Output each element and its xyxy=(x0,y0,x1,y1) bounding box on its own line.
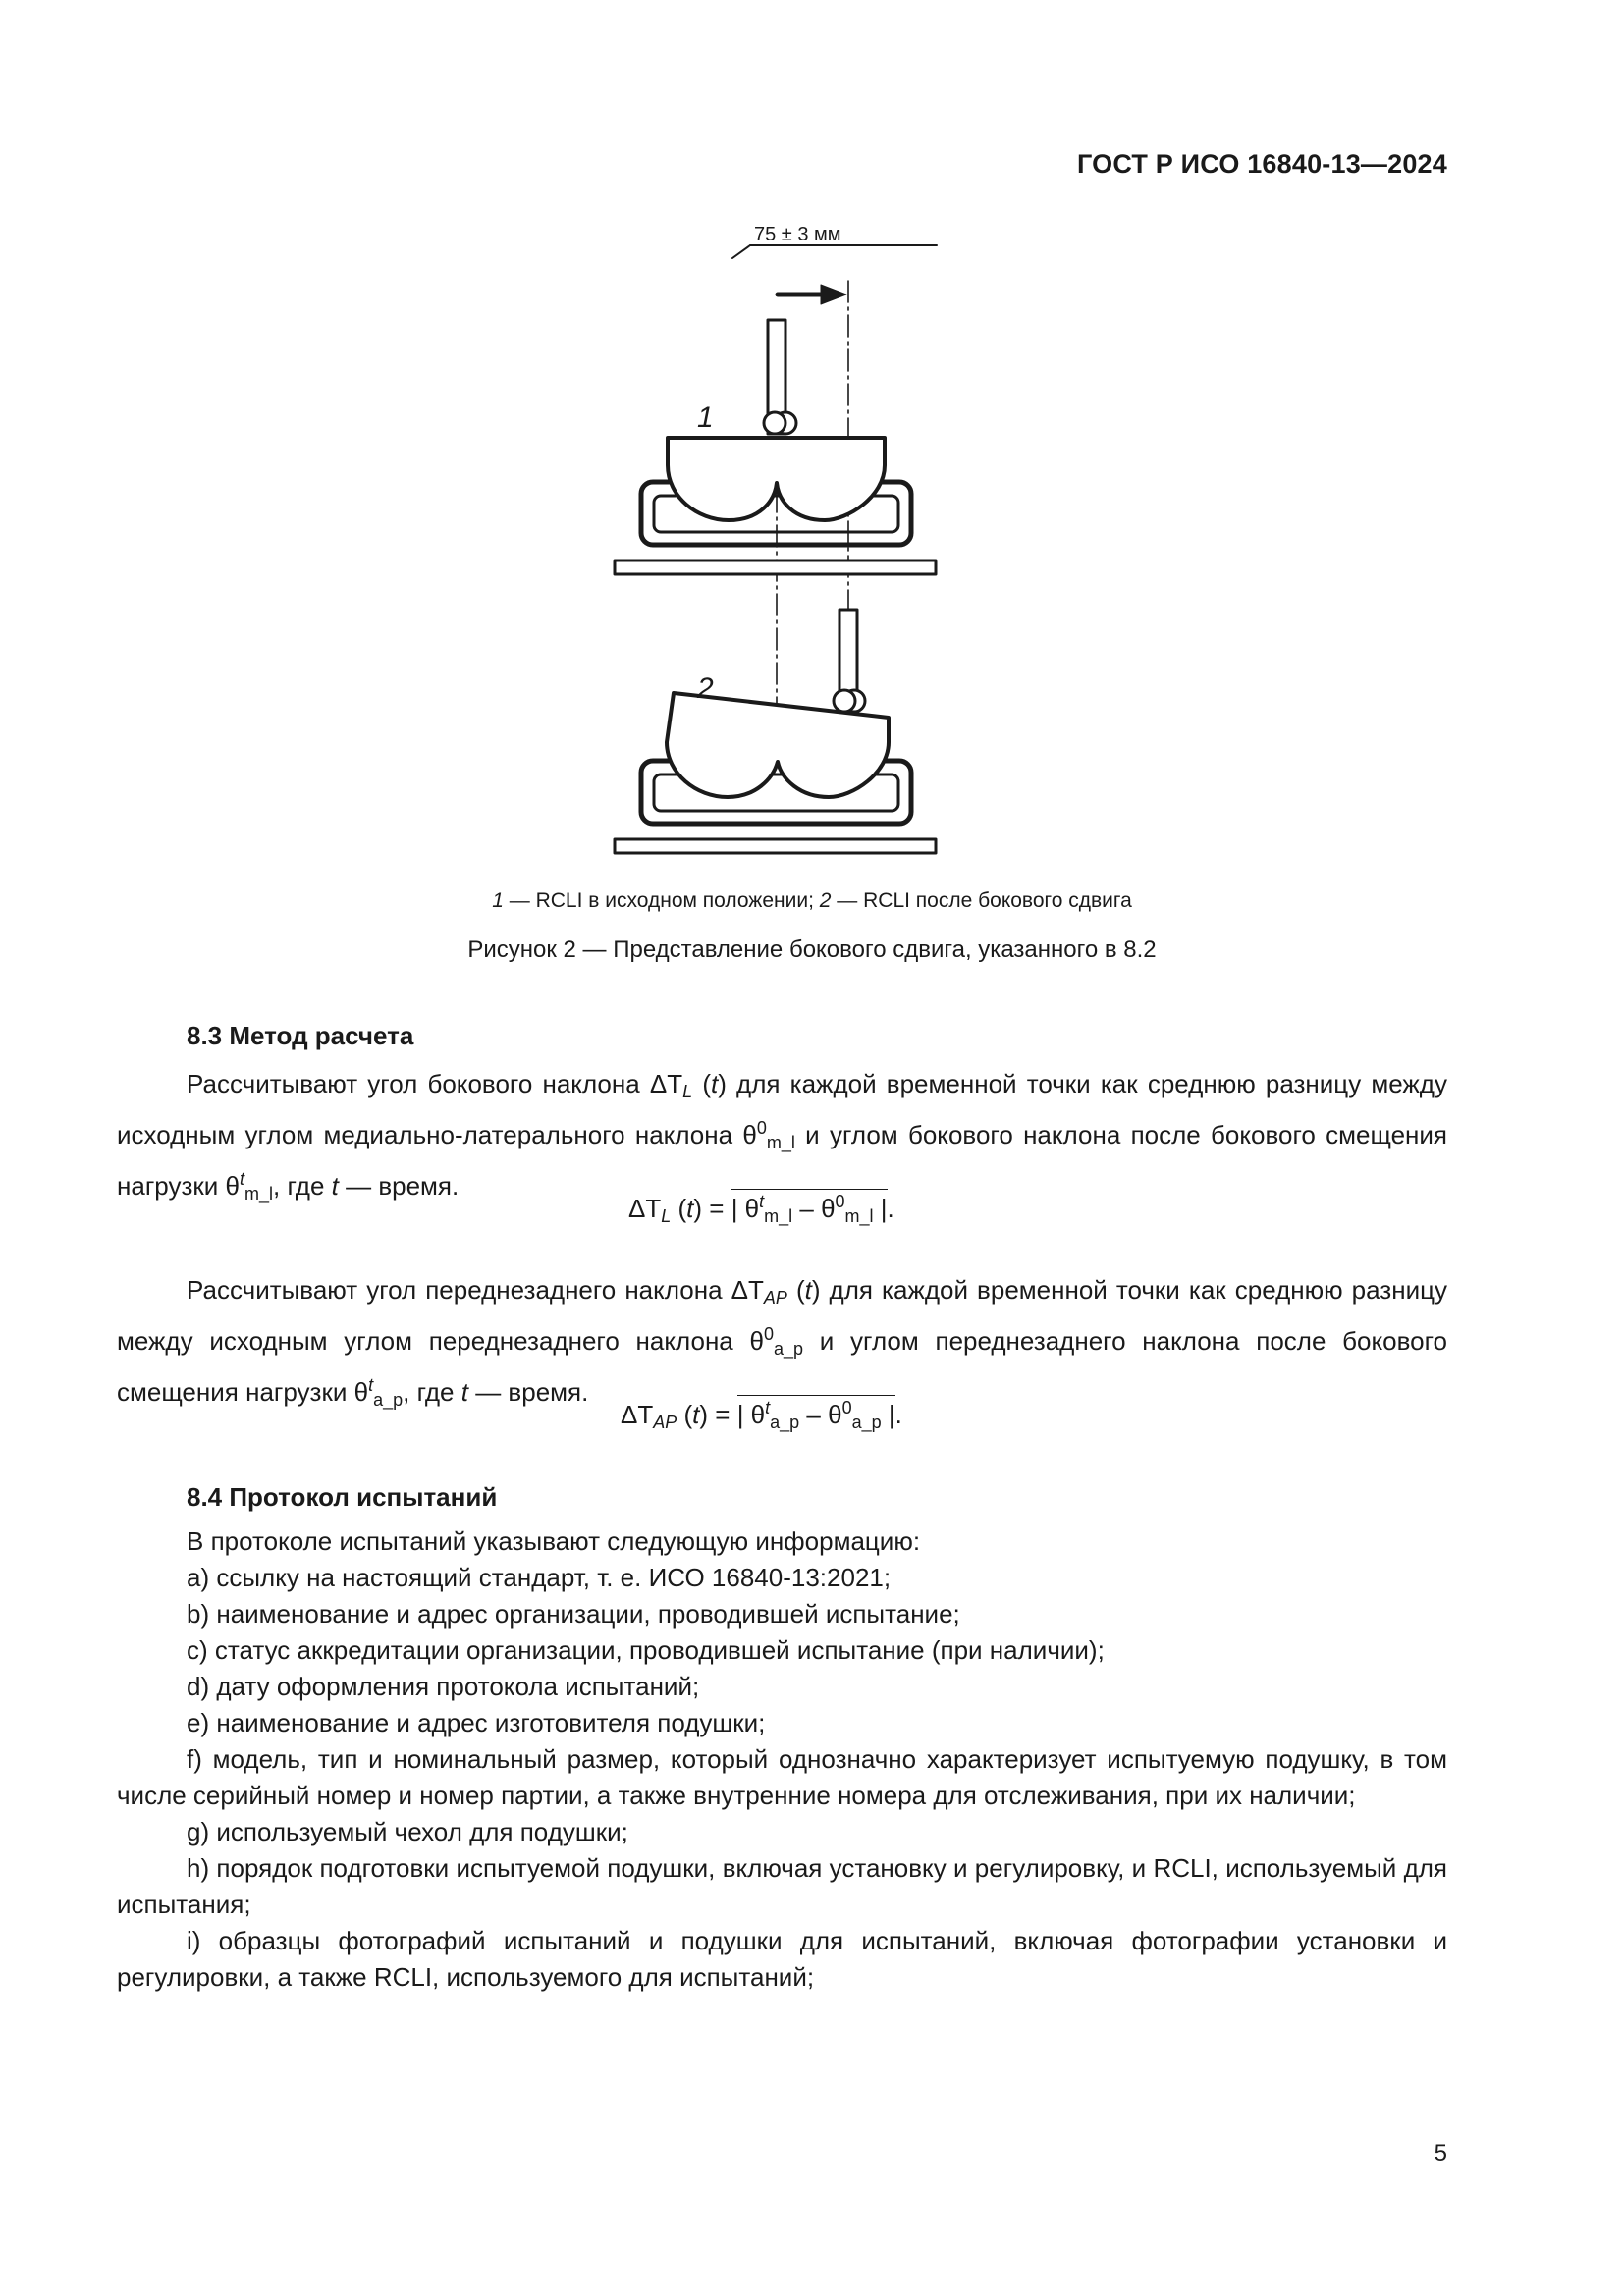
f2-lhs-sub: AP xyxy=(653,1413,677,1432)
f1-sup1: t xyxy=(759,1192,765,1211)
para2-text-c: ) для каждой временной точки как среднюю разницу между исходным углом переднезаднего наклона θ xyxy=(117,1275,1447,1356)
para2-text-f: — время. xyxy=(467,1377,589,1407)
f1-sup2: 0 xyxy=(835,1192,845,1211)
para1-t2: t xyxy=(331,1171,339,1201)
para1-text-d: и углом бокового наклона после бокового смещения нагрузки θ xyxy=(117,1120,1447,1201)
lateral-shift-diagram xyxy=(589,224,962,872)
document-header-id: ГОСТ Р ИСО 16840-13—2024 xyxy=(1077,149,1447,179)
para2-t1: t xyxy=(804,1275,812,1305)
para1-t1: t xyxy=(710,1069,719,1098)
list-item-i: i) образцы фотографий испытаний и подушки для испытаний, включая фотографии установки и регулировки, а также RCLI, используемого для испытаний; xyxy=(117,1926,1447,1992)
platform-plate-upper xyxy=(615,561,936,574)
para1-text-c: ) для каждой временной точки как среднюю разницу между исходным углом медиально-латерального наклона θ xyxy=(117,1069,1447,1149)
formula-anteroposterior-tilt xyxy=(621,1398,902,1433)
section-8-3-paragraph-1 xyxy=(117,1066,1447,1212)
para2-sup-t: t xyxy=(368,1375,374,1395)
para2-sub-ap-index: a_p xyxy=(773,1339,804,1359)
para1-sub-ml2: m_l xyxy=(244,1184,274,1203)
list-item-g: g) используемый чехол для подушки; xyxy=(187,1817,628,1846)
para1-sub-l: L xyxy=(682,1082,693,1101)
legend-text-2: — RCLI после бокового сдвига xyxy=(831,889,1132,912)
para1-text-e: , где xyxy=(273,1171,332,1201)
f2-bar-start: | θ xyxy=(736,1400,766,1429)
para1-text-b: ( xyxy=(692,1069,711,1098)
formula-lateral-tilt xyxy=(628,1192,894,1227)
figure-label-2: 2 xyxy=(697,672,714,705)
para1-sup-t: t xyxy=(239,1169,244,1189)
f1-lhs-sub: L xyxy=(661,1206,672,1226)
test-report-intro: В протоколе испытаний указывают следующую информацию: xyxy=(187,1526,921,1556)
para2-sub-ap2: a_p xyxy=(373,1390,404,1410)
para2-sub-ap: AP xyxy=(763,1288,787,1308)
f1-sub2: m_l xyxy=(844,1206,874,1226)
para1-text-a: Рассчитывают угол бокового наклона ΔT xyxy=(187,1069,683,1098)
f1-arg-open: ( xyxy=(671,1194,687,1223)
legend-number-2: 2 xyxy=(819,889,832,912)
list-item-d: d) дату оформления протокола испытаний; xyxy=(187,1672,700,1701)
platform-plate-lower xyxy=(615,839,936,853)
f2-arg-close: ) = xyxy=(699,1400,737,1429)
f1-arg-close: ) = xyxy=(693,1194,731,1223)
f2-t: t xyxy=(692,1400,700,1429)
para1-sub-ml: m_l xyxy=(766,1133,795,1152)
section-8-3-title: 8.3 Метод расчета xyxy=(187,1021,414,1050)
f1-sub1: m_l xyxy=(764,1206,793,1226)
section-8-3-paragraph-2 xyxy=(117,1272,1447,1418)
para1-text-f: — время. xyxy=(338,1171,460,1201)
para2-t2: t xyxy=(460,1377,468,1407)
f1-overlined-mean xyxy=(731,1192,888,1227)
list-item-c: c) статус аккредитации организации, проводившей испытание (при наличии); xyxy=(187,1635,1105,1665)
f1-lhs: ΔT xyxy=(628,1194,662,1223)
para2-text-a: Рассчитывают угол переднезаднего наклона ΔT xyxy=(187,1275,764,1305)
f1-bar-end: | xyxy=(873,1194,888,1223)
f1-bar-start: | θ xyxy=(731,1194,760,1223)
f1-t: t xyxy=(686,1194,694,1223)
para2-text-b: ( xyxy=(786,1275,805,1305)
para2-text-d: и углом переднезаднего наклона после бокового смещения нагрузки θ xyxy=(117,1326,1447,1407)
list-item-h: h) порядок подготовки испытуемой подушки, включая установку и регулировку, и RCLI, используемый для испытания; xyxy=(117,1853,1447,1919)
rod-joint-upper xyxy=(764,412,785,434)
f1-minus: – θ xyxy=(792,1194,836,1223)
dimension-leader-line xyxy=(732,245,750,258)
list-item-f: f) модель, тип и номинальный размер, который однозначно характеризует испытуемую подушку, в том числе серийный номер и номер партии, а также внутренние номера для отслеживания, при их наличии; xyxy=(117,1744,1447,1810)
legend-number-1: 1 xyxy=(492,889,504,912)
list-item-a: a) ссылку на настоящий стандарт, т. е. ИСО 16840-13:2021; xyxy=(187,1563,892,1592)
f2-overlined-mean xyxy=(737,1398,895,1433)
test-report-requirements xyxy=(117,1523,1447,1996)
f2-sub1: a_p xyxy=(770,1413,800,1432)
legend-text-1: — RCLI в исходном положении; xyxy=(503,889,820,912)
figure-legend xyxy=(0,889,1624,913)
shift-arrow-head xyxy=(821,285,846,304)
f2-minus: – θ xyxy=(799,1400,842,1429)
lateral-shift-figure xyxy=(589,224,962,872)
rod-joint-lower xyxy=(834,690,855,712)
section-8-4-title: 8.4 Протокол испытаний xyxy=(187,1482,498,1512)
dimension-label: 75 ± 3 мм xyxy=(754,224,841,245)
page-number: 5 xyxy=(1434,2140,1447,2166)
f2-lhs: ΔT xyxy=(621,1400,654,1429)
f2-sup2: 0 xyxy=(841,1398,852,1417)
f2-sup1: t xyxy=(765,1398,771,1417)
f2-sub2: a_p xyxy=(851,1413,882,1432)
para2-sup-0: 0 xyxy=(763,1324,774,1344)
figure-label-1: 1 xyxy=(697,401,714,434)
para1-sup-0: 0 xyxy=(756,1118,767,1138)
list-item-b: b) наименование и адрес организации, проводившей испытание; xyxy=(187,1599,960,1629)
list-item-e: e) наименование и адрес изготовителя подушки; xyxy=(187,1708,766,1737)
f2-arg-open: ( xyxy=(677,1400,693,1429)
f1-tail: . xyxy=(887,1194,894,1223)
f2-bar-end: | xyxy=(881,1400,895,1429)
para2-text-e: , где xyxy=(403,1377,461,1407)
f2-tail: . xyxy=(894,1400,902,1429)
figure-caption: Рисунок 2 — Представление бокового сдвига, указанного в 8.2 xyxy=(467,936,1157,963)
